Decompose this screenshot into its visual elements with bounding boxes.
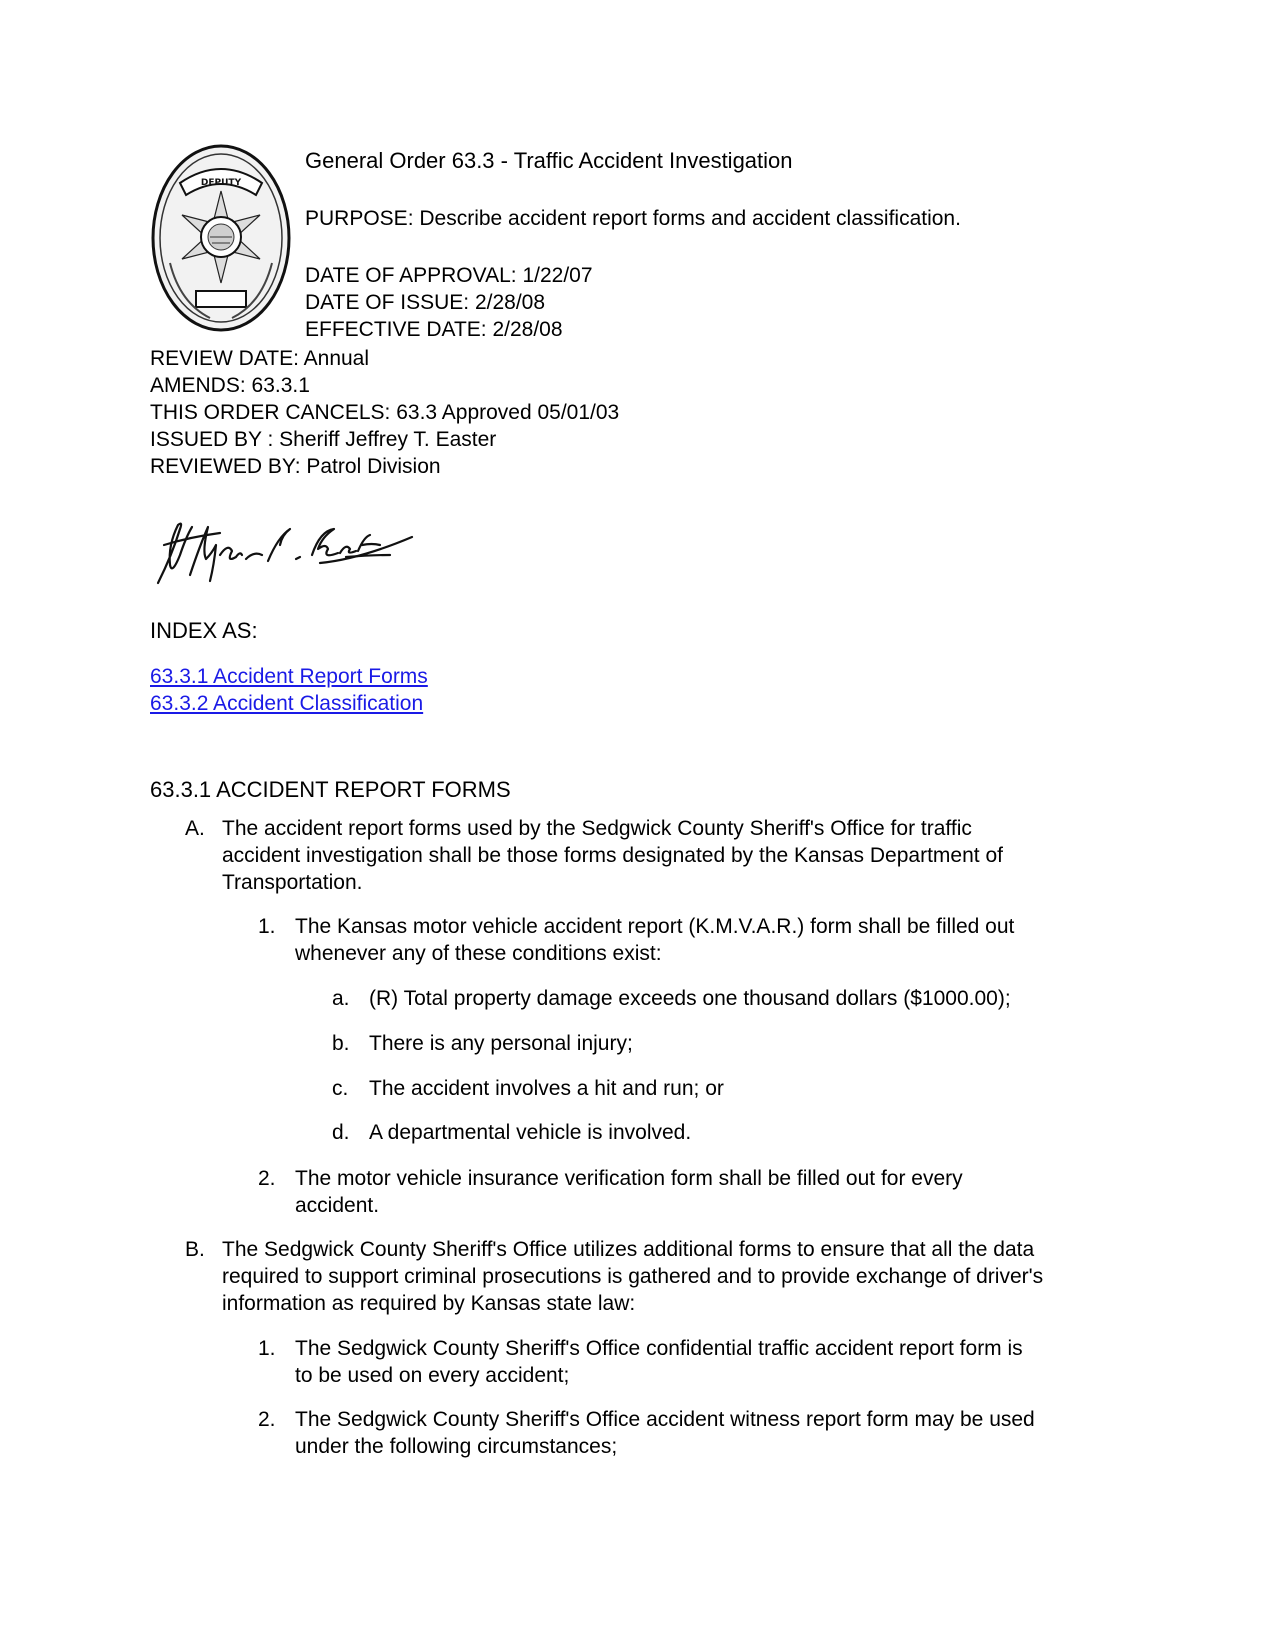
deputy-badge-seal xyxy=(150,143,292,333)
list-item-line: information as required by Kansas state law: xyxy=(222,1292,636,1315)
list-item-line: Transportation. xyxy=(222,871,363,894)
list-item-marker: 2. xyxy=(258,1408,276,1431)
index-link-accident-classification[interactable]: 63.3.2 Accident Classification xyxy=(150,692,424,715)
list-item-line: The accident report forms used by the Sedgwick County Sheriff's Office for traffic xyxy=(222,817,972,840)
list-item xyxy=(185,1236,1235,1317)
list-item-text xyxy=(295,913,1014,967)
index-link-accident-report-forms[interactable]: 63.3.1 Accident Report Forms xyxy=(150,665,428,688)
list-item-line: under the following circumstances; xyxy=(295,1435,618,1458)
list-item-line: required to support criminal prosecutions is gathered and to provide exchange of driver's xyxy=(222,1265,1044,1288)
list-item-line: The motor vehicle insurance verification form shall be filled out for every xyxy=(295,1167,963,1190)
effective-date: EFFECTIVE DATE: 2/28/08 xyxy=(305,318,563,341)
list-item-marker: a. xyxy=(332,987,350,1010)
list-item-text xyxy=(295,1406,1035,1460)
list-item-line: accident investigation shall be those forms designated by the Kansas Department of xyxy=(222,844,1003,867)
list-item-text xyxy=(369,1030,633,1057)
list-item-text xyxy=(369,1119,691,1146)
list-item-marker: c. xyxy=(332,1077,349,1100)
list-item-line: The Sedgwick County Sheriff's Office confidential traffic accident report form is xyxy=(295,1337,1023,1360)
review-date: REVIEW DATE: Annual xyxy=(150,347,370,370)
list-item-marker: A. xyxy=(185,817,205,840)
sheriff-signature xyxy=(150,515,415,590)
list-item-marker: d. xyxy=(332,1121,350,1144)
amends: AMENDS: 63.3.1 xyxy=(150,374,310,397)
list-item xyxy=(332,985,1235,1012)
list-item xyxy=(332,1119,1235,1146)
order-title: General Order 63.3 - Traffic Accident Investigation xyxy=(305,148,793,173)
list-item-text xyxy=(222,815,1003,896)
list-item xyxy=(258,1165,1235,1219)
list-item-marker: 2. xyxy=(258,1167,276,1190)
index-links xyxy=(150,663,428,717)
list-item-marker: 1. xyxy=(258,1337,276,1360)
reviewed-by: REVIEWED BY: Patrol Division xyxy=(150,455,441,478)
list-item-line: accident. xyxy=(295,1194,380,1217)
section-heading: 63.3.1 ACCIDENT REPORT FORMS xyxy=(150,777,511,802)
list-item-text xyxy=(369,1075,724,1102)
list-item-text xyxy=(295,1165,963,1219)
list-item xyxy=(258,1406,1235,1460)
list-item-line: (R) Total property damage exceeds one thousand dollars ($1000.00); xyxy=(369,987,1011,1010)
list-item-line: The Sedgwick County Sheriff's Office accident witness report form may be used xyxy=(295,1408,1035,1431)
badge-text: DEPUTY xyxy=(200,178,242,188)
list-item-line: whenever any of these conditions exist: xyxy=(295,942,662,965)
index-heading: INDEX AS: xyxy=(150,618,258,643)
list-item xyxy=(332,1075,1235,1102)
list-item xyxy=(185,815,1235,896)
list-item-text xyxy=(295,1335,1023,1389)
list-item xyxy=(332,1030,1235,1057)
list-item xyxy=(258,1335,1235,1389)
list-item xyxy=(258,913,1235,967)
list-item-marker: 1. xyxy=(258,915,276,938)
list-item-text xyxy=(222,1236,1043,1317)
date-of-issue: DATE OF ISSUE: 2/28/08 xyxy=(305,291,546,314)
date-of-approval: DATE OF APPROVAL: 1/22/07 xyxy=(305,264,593,287)
list-item-line: to be used on every accident; xyxy=(295,1364,570,1387)
list-item-line: The accident involves a hit and run; or xyxy=(369,1077,724,1100)
list-item-line: A departmental vehicle is involved. xyxy=(369,1121,692,1144)
order-cancels: THIS ORDER CANCELS: 63.3 Approved 05/01/03 xyxy=(150,401,620,424)
list-item-text xyxy=(369,985,1011,1012)
list-item-marker: b. xyxy=(332,1032,350,1055)
issued-by: ISSUED BY : Sheriff Jeffrey T. Easter xyxy=(150,428,497,451)
list-item-line: The Sedgwick County Sheriff's Office utilizes additional forms to ensure that all the data xyxy=(222,1238,1035,1261)
list-item-marker: B. xyxy=(185,1238,205,1261)
list-item-line: The Kansas motor vehicle accident report (K.M.V.A.R.) form shall be filled out xyxy=(295,915,1015,938)
purpose-line: PURPOSE: Describe accident report forms and accident classification. xyxy=(305,207,961,230)
list-item-line: There is any personal injury; xyxy=(369,1032,633,1055)
dates-block xyxy=(305,262,593,343)
order-metadata xyxy=(150,345,619,480)
